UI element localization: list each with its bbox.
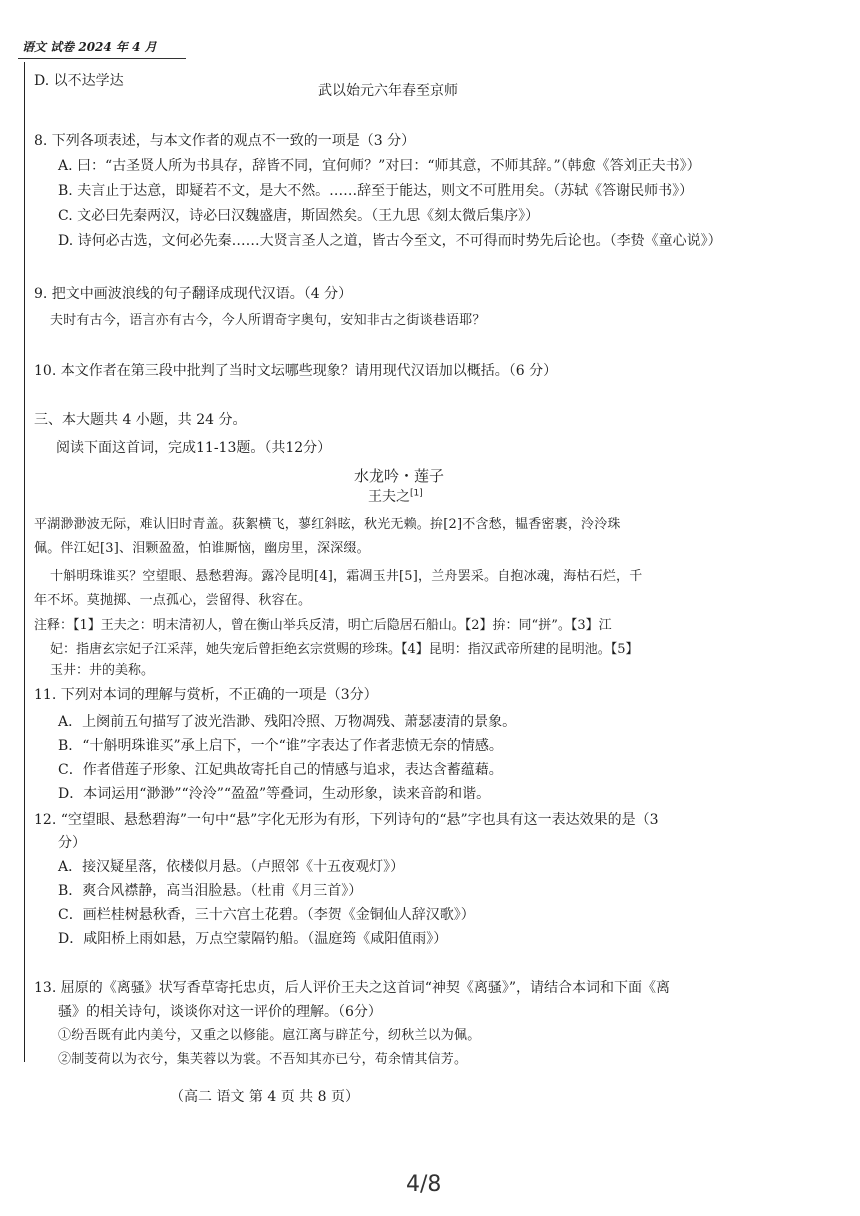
question-9-sentence: 夫时有古今，语言亦有古今，今人所谓奇字奥句，安知非古之街谈巷语耶？ xyxy=(50,313,486,328)
header-underline xyxy=(18,58,186,59)
question-11-option-a: A．上阕前五句描写了波光浩渺、残阳冷照、万物凋残、萧瑟凄清的景象。 xyxy=(58,714,517,730)
question-12-option-c: C．画栏桂树悬秋香，三十六宫土花碧。（李贺《金铜仙人辞汉歌》） xyxy=(58,907,475,923)
question-11-option-c: C．作者借莲子形象、江妃典故寄托自己的情感与追求，表达含蓄蕴藉。 xyxy=(58,762,503,778)
center-sentence: 武以始元六年春至京师 xyxy=(318,83,458,99)
notes-line-1: 注释：【1】王夫之：明末清初人，曾在衡山举兵反清，明亡后隐居石船山。【2】拚：同“拼”。【3】江 xyxy=(34,618,612,633)
question-12-stem-line-1: 12. “空望眼、悬愁碧海”一句中“悬”字化无形为有形，下列诗句的“悬”字也具有这一表达效果的是（3 xyxy=(34,812,659,828)
previous-option-d: D. 以不达学达 xyxy=(34,73,124,89)
poem-author-note-ref: [1] xyxy=(410,488,423,499)
question-13-quote-2: ②制芰荷以为衣兮，集芙蓉以为裳。不吾知其亦已兮，苟余情其信芳。 xyxy=(58,1052,468,1067)
header-label: 语文 试卷 2024 年 4 月 xyxy=(22,40,157,54)
question-12-option-a: A．接汉疑星落，依楼似月悬。（卢照邻《十五夜观灯》） xyxy=(58,859,405,875)
poem-line-4: 年不坏。莫抛掷、一点孤心，尝留得、秋容在。 xyxy=(34,593,312,608)
question-9-stem: 9. 把文中画波浪线的句子翻译成现代汉语。（4 分） xyxy=(34,286,353,302)
question-12-option-b: B．爽合风襟静，高当泪脸悬。（杜甫《月三首》） xyxy=(58,883,363,899)
poem-line-3: 十斛明珠谁买？空望眼、悬愁碧海。露冷昆明[4]，霜凋玉井[5]，兰舟罢采。自抱冰魂，海枯石烂，千 xyxy=(50,569,643,584)
question-12-stem-line-2: 分） xyxy=(58,835,86,851)
poem-author xyxy=(368,486,423,506)
poem-author-name: 王夫之 xyxy=(368,489,410,505)
question-8-option-c: C. 文必曰先秦两汉，诗必曰汉魏盛唐，斯固然矣。（王九思《刻太微后集序》） xyxy=(58,208,540,224)
question-8-option-d: D. 诗何必古选，文何必先秦……大贤言圣人之道，皆古今至文，不可得而时势先后论也。（李贽《童心说》） xyxy=(58,233,722,249)
notes-line-3: 玉井：井的美称。 xyxy=(50,663,155,678)
question-11-option-d: D．本词运用“渺渺”“泠泠”“盈盈”等叠词，生动形象，读来音韵和谐。 xyxy=(58,786,491,802)
poem-line-2: 佩。伴江妃[3]、泪颗盈盈，怕谁厮恼，幽房里，深深缀。 xyxy=(34,541,370,556)
question-12-option-d: D．咸阳桥上雨如悬，万点空蒙隔钓船。（温庭筠《咸阳值雨》） xyxy=(58,931,448,947)
question-13-quote-1: ①纷吾既有此内美兮，又重之以修能。扈江离与辟芷兮，纫秋兰以为佩。 xyxy=(58,1028,481,1043)
page-number: 4/8 xyxy=(406,1172,442,1197)
question-13-stem-line-1: 13. 屈原的《离骚》状写香草寄托忠贞，后人评价王夫之这首词“神契《离骚》”，请结合本词和下面《离 xyxy=(34,980,671,996)
page-footer: （高二 语文 第 4 页 共 8 页） xyxy=(170,1089,359,1105)
margin-line xyxy=(24,62,25,1062)
question-11-option-b: B．“十斛明珠谁买”承上启下，一个“谁”字表达了作者悲愤无奈的情感。 xyxy=(58,738,503,754)
notes-line-2: 妃：指唐玄宗妃子江采萍，她失宠后曾拒绝玄宗赏赐的珍珠。【4】昆明：指汉武帝所建的昆明池。【5】 xyxy=(50,642,639,657)
question-11-stem: 11. 下列对本词的理解与赏析，不正确的一项是（3分） xyxy=(34,687,378,703)
question-13-stem-line-2: 骚》的相关诗句，谈谈你对这一评价的理解。（6分） xyxy=(58,1004,382,1020)
poem-line-1: 平湖渺渺波无际，难认旧时青盖。荻絮横飞，蓼红斜眩，秋光无赖。拚[2]不含愁，韫香密裹，泠泠珠 xyxy=(34,517,621,532)
section-3-instruction: 阅读下面这首词，完成11-13题。（共12分） xyxy=(56,440,332,456)
section-3-title: 三、本大题共 4 小题，共 24 分。 xyxy=(34,412,247,428)
question-10-stem: 10. 本文作者在第三段中批判了当时文坛哪些现象？请用现代汉语加以概括。（6 分） xyxy=(34,363,558,379)
question-8-option-b: B. 夫言止于达意，即疑若不文，是大不然。……辞至于能达，则文不可胜用矣。（苏轼《答谢民师书》） xyxy=(58,183,694,199)
question-8-stem: 8. 下列各项表述，与本文作者的观点不一致的一项是（3 分） xyxy=(34,133,416,149)
question-8-option-a: A. 曰：“古圣贤人所为书具存，辞皆不同，宜何师？”对曰：“师其意，不师其辞。”（韩愈《答刘正夫书》） xyxy=(58,158,701,174)
poem-title: 水龙吟・莲子 xyxy=(354,467,445,485)
